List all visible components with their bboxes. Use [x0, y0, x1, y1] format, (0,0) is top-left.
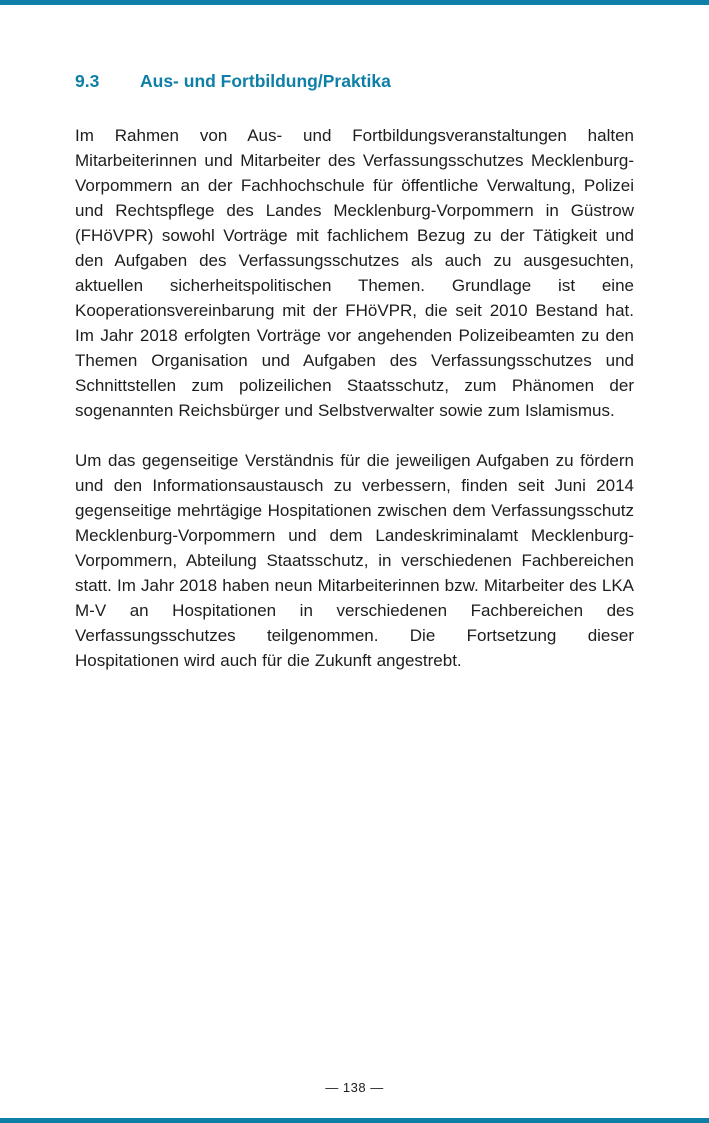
section-title: Aus- und Fortbildung/Praktika: [140, 71, 391, 91]
top-accent-bar: [0, 0, 709, 5]
bottom-accent-bar: [0, 1118, 709, 1123]
page-number: — 138 —: [325, 1080, 384, 1095]
section-heading: [75, 70, 634, 93]
paragraph: Um das gegenseitige Verständnis für die jeweiligen Aufgaben zu fördern und den Informationsaustausch zu verbessern, finden seit Juni 2014 gegenseitige mehrtägige Hospitationen zwischen dem Verfassungsschutz Mecklenburg-Vorpommern und dem Landeskriminalamt Mecklenburg-Vorpommern, Abteilung Staatsschutz, in verschiedenen Fachbereichen statt. Im Jahr 2018 haben neun Mitarbeiterinnen bzw. Mitarbeiter des LKA M-V an Hospitationen in verschiedenen Fachbereichen des Verfassungsschutzes teilgenommen. Die Fortsetzung dieser Hospitationen wird auch für die Zukunft angestrebt.: [75, 450, 634, 670]
page-content: [75, 70, 634, 698]
section-number: 9.3: [75, 71, 100, 91]
body-text: [75, 123, 634, 673]
paragraph: Im Rahmen von Aus- und Fortbildungsveranstaltungen halten Mitarbeiterinnen und Mitarbeiter des Verfassungsschutzes Mecklenburg-Vorpommern an der Fachhochschule für öffentliche Verwaltung, Polizei und Rechtspflege des Landes Mecklenburg-Vorpommern in Güstrow (FHöVPR) sowohl Vorträge mit fachlichem Bezug zu der Tätigkeit und den Aufgaben des Verfassungsschutzes als auch zu ausgesuchten, aktuellen sicherheitspolitischen Themen. Grundlage ist eine Kooperationsvereinbarung mit der FHöVPR, die seit 2010 Bestand hat. Im Jahr 2018 erfolgten Vorträge vor angehenden Polizeibeamten zu den Themen Organisation und Aufgaben des Verfassungsschutzes und Schnittstellen zum polizeilichen Staatsschutz, zum Phänomen der sogenannten Reichsbürger und Selbstverwalter sowie zum Islamismus.: [75, 125, 634, 420]
page-footer: [0, 1080, 709, 1095]
